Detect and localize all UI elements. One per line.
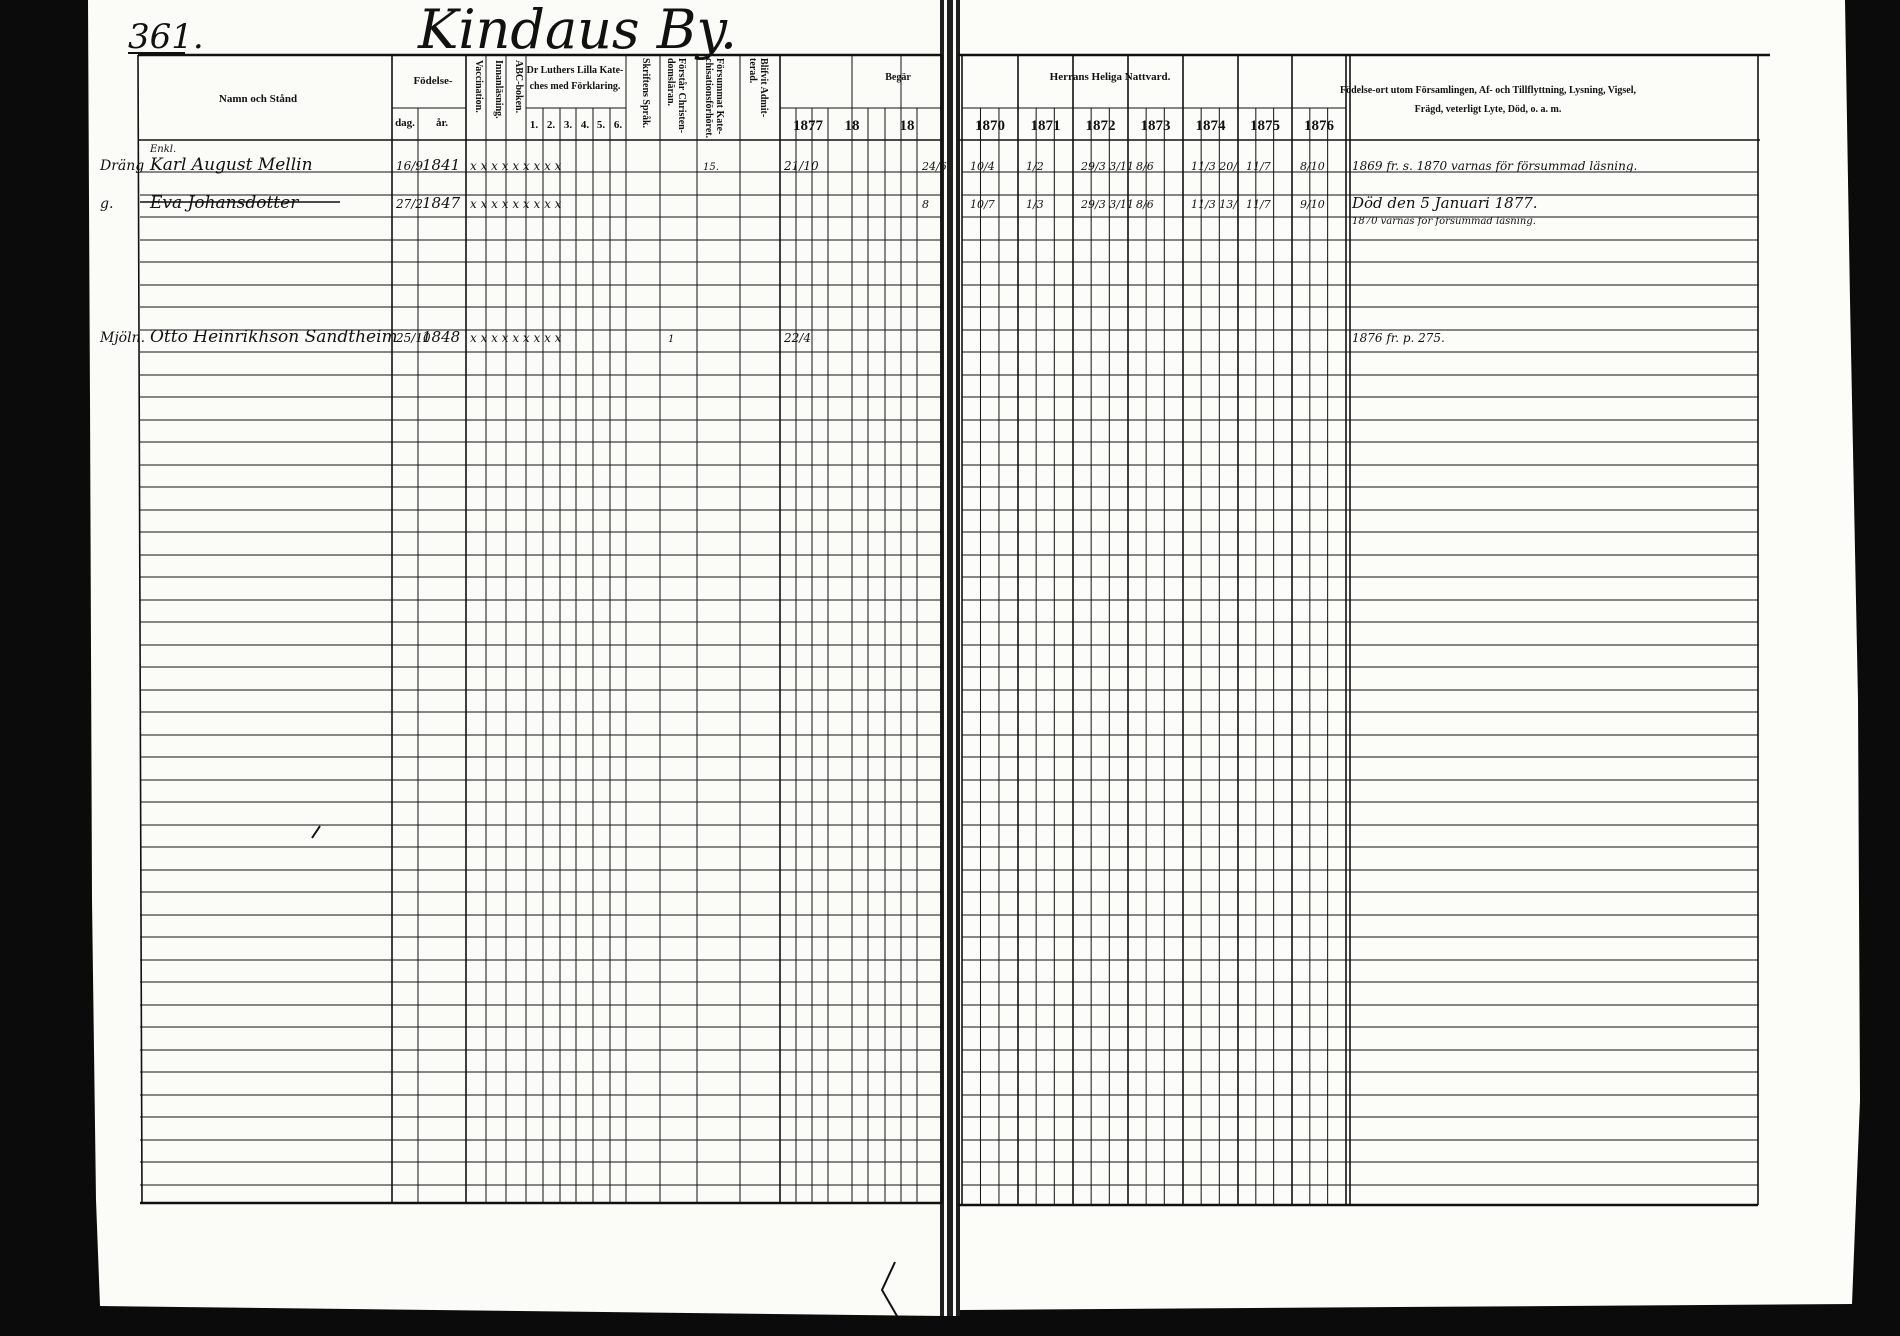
- entry-marks: x x x x x x x x x: [470, 197, 562, 211]
- village-title: Kindaus By.: [418, 0, 737, 61]
- header-dag: dag.: [395, 117, 415, 129]
- entry-communion: 10/7: [970, 198, 995, 211]
- entry-name: Eva Johansdotter: [150, 193, 299, 213]
- nattvard-year-label: 1873: [1140, 118, 1171, 134]
- entry-remark-2: 1870 varnas för försummad läsning.: [1352, 216, 1536, 227]
- header-blifvit-1: Blifvit Admit-: [758, 58, 769, 118]
- entry-year: 1841: [422, 156, 461, 174]
- entry-begar: 24/6: [922, 160, 947, 173]
- luther-part-label: 6.: [613, 119, 623, 131]
- header-fodelse: Födelse-: [413, 75, 453, 87]
- begar-year-label: 18: [899, 118, 915, 134]
- entry-extra-mark: 15.: [703, 162, 719, 173]
- header-forsummat-2: chisationsförhöret.: [703, 58, 714, 139]
- entry-admitted: 21/10: [784, 159, 819, 173]
- luther-part-label: 4.: [580, 119, 590, 131]
- header-begar: Begär: [885, 72, 911, 83]
- entry-begar: 8: [922, 198, 929, 211]
- header-name: Namn och Stånd: [218, 93, 298, 105]
- entry-name: Karl August Mellin: [150, 155, 313, 175]
- entry-day: 25/10: [396, 331, 431, 345]
- entry-communion: 29/3 3/11: [1081, 198, 1134, 211]
- luther-part-label: 2.: [546, 119, 556, 131]
- entry-communion: 8/10: [1300, 160, 1325, 173]
- page-number: 361.: [128, 17, 204, 57]
- entry-stand: Mjöln.: [100, 330, 146, 346]
- entry-communion: 8/6: [1136, 160, 1154, 173]
- entry-day: 27/2: [396, 197, 423, 211]
- entry-stand: g.: [100, 196, 114, 212]
- header-luther-2: ches med Förklaring.: [529, 81, 621, 92]
- entry-above-name: Enkl.: [150, 144, 177, 155]
- header-forsummat-1: Försummat Kate-: [714, 58, 725, 135]
- nattvard-year-label: 1870: [975, 118, 1005, 134]
- entry-remark: 1876 fr. p. 275.: [1352, 331, 1445, 345]
- entry-communion: 11/3 20/: [1191, 160, 1237, 173]
- nattvard-year-label: 1872: [1085, 118, 1116, 134]
- header-ar: år.: [435, 117, 449, 129]
- header-innanlasning: Innanläsning.: [493, 60, 504, 119]
- header-vaccination: Vaccination.: [473, 60, 484, 113]
- entry-extra-mark: 1: [668, 334, 675, 345]
- entry-year: 1848: [422, 328, 461, 346]
- begar-year-label: 18: [844, 118, 860, 134]
- entry-stand: Dräng: [100, 158, 145, 174]
- header-remarks-2: Frägd, veterligt Lyte, Död, o. a. m.: [1414, 104, 1562, 115]
- entry-communion: 9/10: [1300, 198, 1325, 211]
- luther-part-label: 1.: [529, 119, 539, 131]
- header-forstar-2: domsläran.: [665, 58, 676, 107]
- nattvard-year-label: 1876: [1304, 118, 1334, 134]
- entry-marks: x x x x x x x x x: [470, 331, 562, 345]
- luther-part-label: 3.: [563, 119, 573, 131]
- nattvard-year-label: 1875: [1250, 118, 1280, 134]
- entry-communion: 11/3 13/: [1191, 198, 1237, 211]
- entry-day: 16/9: [396, 159, 423, 173]
- entry-communion: 29/3 3/11: [1081, 160, 1134, 173]
- header-remarks-1: Födelse-ort utom Församlingen, Af- och Tillflyttning, Lysning, Vigsel,: [1339, 85, 1637, 96]
- entry-name: Otto Heinrikhson Sandtheim: [150, 327, 398, 347]
- entry-communion: 11/7: [1246, 160, 1271, 173]
- header-skrift: Skriftens Språk.: [640, 58, 651, 129]
- entry-communion: 8/6: [1136, 198, 1154, 211]
- nattvard-year-label: 1874: [1195, 118, 1226, 134]
- entry-communion: 1/2: [1026, 160, 1044, 173]
- entry-remark: 1869 fr. s. 1870 varnas för försummad läsning.: [1352, 159, 1638, 173]
- luther-part-label: 5.: [596, 119, 606, 131]
- header-forstar-1: Förstår Christen-: [676, 58, 687, 134]
- entry-communion: 1/3: [1026, 198, 1044, 211]
- begar-year-label: 1877: [793, 118, 823, 134]
- header-luther-1: Dr Luthers Lilla Kate-: [526, 65, 624, 76]
- entry-admitted: 22/4: [784, 331, 811, 345]
- book-gutter: [940, 0, 960, 1316]
- nattvard-year-label: 1871: [1030, 118, 1061, 134]
- entry-year: 1847: [422, 194, 461, 212]
- header-abc: ABC-boken.: [513, 60, 524, 114]
- entry-communion: 10/4: [970, 160, 995, 173]
- entry-communion: 11/7: [1246, 198, 1271, 211]
- header-blifvit-2: terad.: [747, 58, 758, 84]
- entry-marks: x x x x x x x x x: [470, 159, 562, 173]
- header-nattvard: Herrans Heliga Nattvard.: [1049, 71, 1171, 83]
- entry-remark: Död den 5 Januari 1877.: [1352, 194, 1538, 212]
